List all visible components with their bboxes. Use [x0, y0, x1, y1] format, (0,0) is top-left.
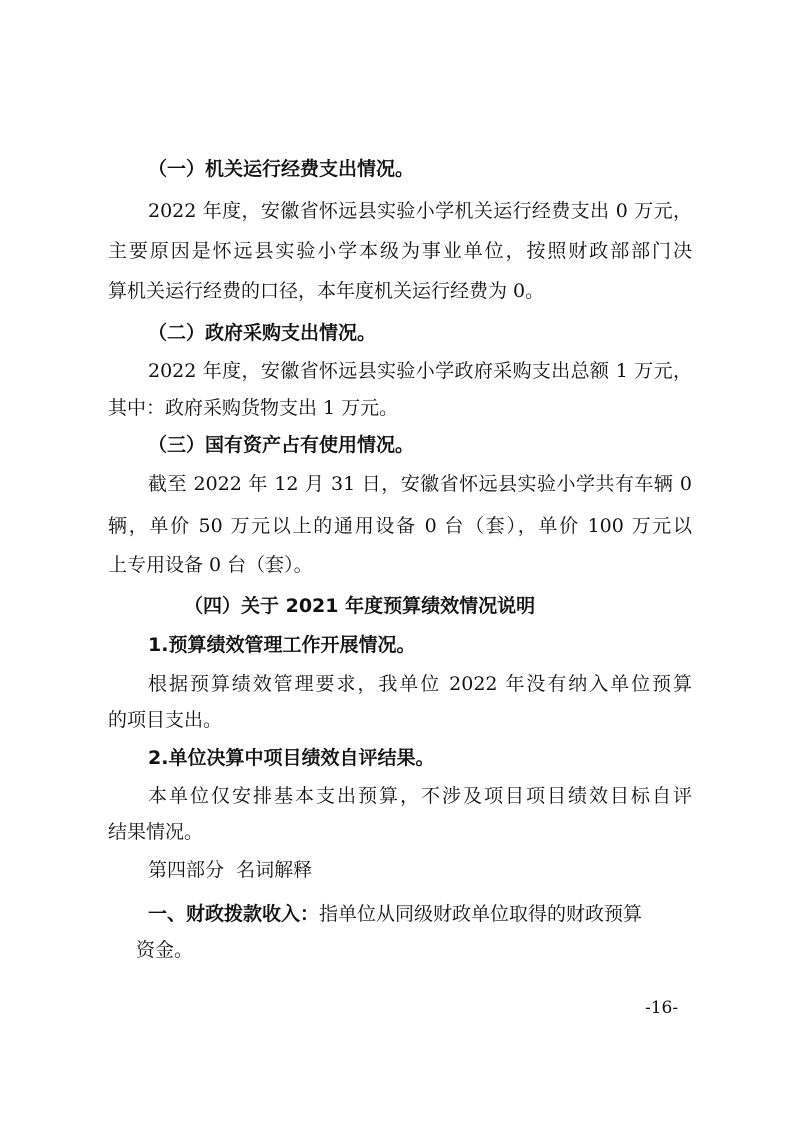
section3-line-1: 截至 2022 年 12 月 31 日，安徽省怀远县实验小学共有车辆 0: [148, 473, 692, 495]
subsection1-line-2: 的项目支出。: [108, 709, 223, 731]
section1-line-3: 算机关运行经费的口径，本年度机关运行经费为 0。: [108, 280, 545, 302]
section1-line-2: 主要原因是怀远县实验小学本级为事业单位，按照财政部部门决: [108, 240, 692, 262]
section2-heading: （二）政府采购支出情况。: [148, 322, 377, 344]
section1-line-1: 2022 年度，安徽省怀远县实验小学机关运行经费支出 0 万元，: [148, 200, 692, 222]
subsection2-line-2: 结果情况。: [108, 821, 204, 843]
subsection2-line-1: 本单位仅安排基本支出预算，不涉及项目项目绩效目标自评: [148, 785, 692, 807]
section3-line-2: 辆，单价 50 万元以上的通用设备 0 台（套），单价 100 万元以: [108, 515, 692, 537]
part4-heading: 第四部分 名词解释: [148, 859, 313, 881]
section3-heading: （三）国有资产占有使用情况。: [148, 434, 415, 456]
section3-line-3: 上专用设备 0 台（套）。: [108, 554, 313, 576]
term1-label: 一、财政拨款收入：: [148, 903, 320, 925]
subsection1-heading: 1.预算绩效管理工作开展情况。: [148, 634, 416, 656]
subsection1-line-1: 根据预算绩效管理要求，我单位 2022 年没有纳入单位预算: [148, 673, 692, 695]
page-number: -16-: [645, 998, 679, 1018]
subsection2-heading: 2.单位决算中项目绩效自评结果。: [148, 747, 435, 769]
section4-heading: （四）关于 2021 年度预算绩效情况说明: [184, 595, 536, 617]
section2-line-2: 其中：政府采购货物支出 1 万元。: [108, 397, 399, 419]
term1-definition: 指单位从同级财政单位取得的财政预算: [319, 903, 643, 925]
term1-line-2: 资金。: [136, 939, 194, 961]
section1-heading: （一）机关运行经费支出情况。: [148, 158, 415, 180]
section2-line-1: 2022 年度，安徽省怀远县实验小学政府采购支出总额 1 万元，: [148, 360, 692, 382]
term1-line-1: [148, 902, 642, 926]
